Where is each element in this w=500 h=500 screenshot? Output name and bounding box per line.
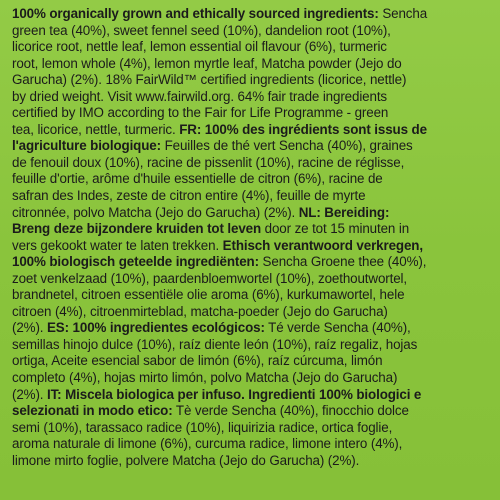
text-line <box>12 205 490 222</box>
text-line <box>12 271 490 288</box>
text-segment: Tè verde Sencha (40%), finocchio dolce <box>172 403 409 419</box>
text-segment: citroen (4%), citroenmirteblad, matcha-poeder (Jejo do Garucha) <box>12 303 388 319</box>
text-line <box>12 420 490 437</box>
text-line <box>12 105 490 122</box>
text-segment: zoet venkelzaad (10%), paardenbloemwortel (10%), zoethoutwortel, <box>12 270 408 286</box>
bold-text-segment: l'agriculture biologique: <box>12 138 161 154</box>
bold-text-segment: FR: 100% des ingrédients sont issus de <box>179 121 427 137</box>
text-segment: safran des Indes, zeste de citron entire (4%), feuille de myrte <box>12 188 366 204</box>
text-line <box>12 56 490 73</box>
text-line <box>12 320 490 337</box>
text-segment: door ze tot 15 minuten in <box>261 221 410 237</box>
bold-text-segment: NL: Bereiding: <box>298 204 390 220</box>
text-line <box>12 155 490 172</box>
bold-text-segment: 100% biologisch geteelde ingrediënten: <box>12 254 259 270</box>
text-line <box>12 221 490 238</box>
bold-text-segment: selezionati in modo etico: <box>12 403 173 419</box>
text-line <box>12 188 490 205</box>
text-segment: brandnetel, citroen essentiële olie aroma (6%), kurkumawortel, hele <box>12 287 405 303</box>
text-segment: aroma naturale di limone (6%), curcuma radice, limone intero (4%), <box>12 436 403 452</box>
text-line <box>12 436 490 453</box>
text-segment: Té verde Sencha (40%), <box>264 320 411 336</box>
text-line <box>12 23 490 40</box>
text-segment: licorice root, nettle leaf, lemon essential oil flavour (6%), turmeric <box>12 39 387 55</box>
text-line <box>12 238 490 255</box>
text-segment: (2%). <box>12 386 47 402</box>
text-segment: Feuilles de thé vert Sencha (40%), graines <box>160 138 413 154</box>
text-segment: root, lemon whole (4%), lemon myrtle leaf, Matcha powder (Jejo do <box>12 55 402 71</box>
text-segment: Sencha <box>378 6 428 21</box>
text-segment: limone mirto foglie, polvere Matcha (Jejo do Garucha) (2%). <box>12 452 360 468</box>
text-line <box>12 39 490 56</box>
text-segment: completo (4%), hojas mirto limón, polvo Matcha (Jejo do Garucha) <box>12 370 398 386</box>
text-segment: ortiga, Aceite esencial sabor de limón (6%), raíz cúrcuma, limón <box>12 353 383 369</box>
text-segment: (2%). <box>12 320 47 336</box>
text-line <box>12 387 490 404</box>
text-line <box>12 6 490 23</box>
text-line <box>12 304 490 321</box>
text-segment: feuille d'ortie, arôme d'huile essentielle de citron (6%), racine de <box>12 171 383 187</box>
text-line <box>12 171 490 188</box>
text-line <box>12 138 490 155</box>
bold-text-segment: IT: Miscela biologica per infuso. Ingredienti 100% biologici e <box>47 386 422 402</box>
text-segment: certified by IMO according to the Fair for Life Programme - green <box>12 105 389 121</box>
text-line <box>12 287 490 304</box>
text-line <box>12 254 490 271</box>
text-segment: citronnée, polvo Matcha (Jejo do Garucha) (2%). <box>12 204 299 220</box>
text-line <box>12 403 490 420</box>
text-segment: tea, licorice, nettle, turmeric. <box>12 121 180 137</box>
text-segment: de fenouil doux (10%), racine de pissenlit (10%), racine de réglisse, <box>12 154 405 170</box>
bold-text-segment: Ethisch verantwoord verkregen, <box>222 237 423 253</box>
text-segment: Garucha) (2%). 18% FairWild™ certified ingredients (licorice, nettle) <box>12 72 407 88</box>
bold-text-segment: ES: 100% ingredientes ecológicos: <box>47 320 265 336</box>
text-line <box>12 72 490 89</box>
text-line <box>12 89 490 106</box>
text-segment: by dried weight. Visit www.fairwild.org. 64% fair trade ingredients <box>12 88 388 104</box>
bold-text-segment: 100% organically grown and ethically sourced ingredients: <box>12 6 379 21</box>
text-line <box>12 337 490 354</box>
text-segment: semi (10%), tarassaco radice (10%), liquirizia radice, ortica foglie, <box>12 419 393 435</box>
bold-text-segment: Breng deze bijzondere kruiden tot leven <box>12 221 262 237</box>
text-line <box>12 353 490 370</box>
text-line <box>12 122 490 139</box>
text-segment: green tea (40%), sweet fennel seed (10%), dandelion root (10%), <box>12 22 391 38</box>
text-segment: Sencha Groene thee (40%), <box>258 254 427 270</box>
text-segment: semillas hinojo dulce (10%), raíz diente león (10%), raíz regaliz, hojas <box>12 336 418 352</box>
text-line <box>12 453 490 470</box>
text-line <box>12 370 490 387</box>
text-segment: vers gekookt water te laten trekken. <box>12 237 223 253</box>
